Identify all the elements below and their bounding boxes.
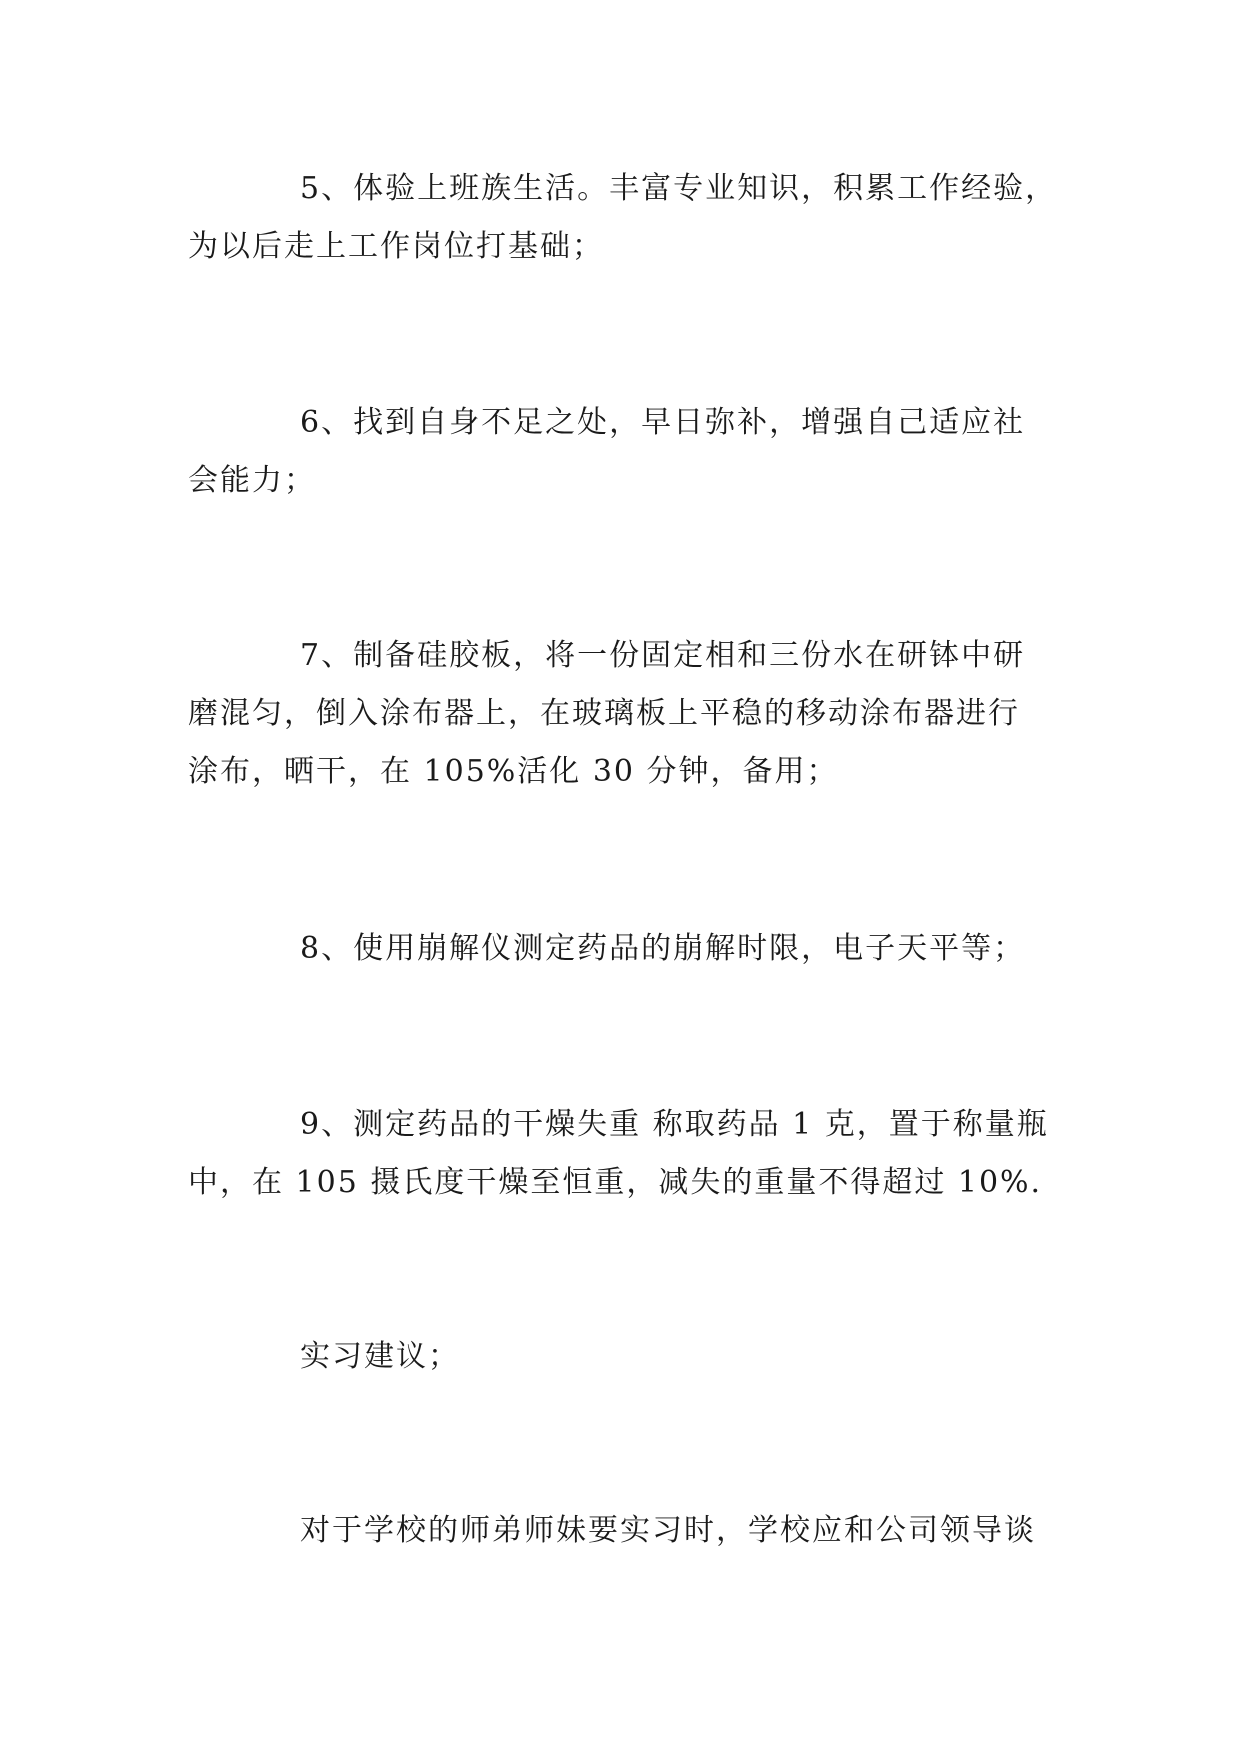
paragraph-item-5 [188, 160, 1068, 276]
paragraph-line: 5、体验上班族生活。丰富专业知识，积累工作经验， [300, 171, 1058, 206]
paragraph-line: 实习建议； [300, 1339, 460, 1374]
paragraph-line: 为以后走上工作岗位打基础； [188, 229, 604, 264]
paragraph-line: 对于学校的师弟师妹要实习时，学校应和公司领导谈 [300, 1513, 1036, 1548]
paragraph-line: 6、找到自身不足之处，早日弥补，增强自己适应社 [300, 405, 1026, 440]
paragraph-item-suggestion [188, 1502, 1068, 1560]
paragraph-line: 9、测定药品的干燥失重 称取药品 1 克，置于称量瓶 [300, 1107, 1049, 1142]
paragraph-line: 中，在 105 摄氏度干燥至恒重，减失的重量不得超过 10%. [188, 1165, 1043, 1200]
paragraph-item-9 [188, 1096, 1068, 1212]
paragraph-item-7 [188, 627, 1068, 801]
paragraph-heading-suggestions [188, 1328, 1068, 1386]
paragraph-line: 磨混匀，倒入涂布器上，在玻璃板上平稳的移动涂布器进行 [188, 696, 1020, 731]
paragraph-item-6 [188, 394, 1068, 510]
paragraph-line: 7、制备硅胶板，将一份固定相和三份水在研钵中研 [300, 638, 1026, 673]
paragraph-line: 会能力； [188, 463, 316, 498]
paragraph-line: 8、使用崩解仪测定药品的崩解时限，电子天平等； [300, 931, 1026, 966]
paragraph-item-8 [188, 920, 1068, 978]
paragraph-line: 涂布，晒干，在 105%活化 30 分钟，备用； [188, 754, 839, 789]
